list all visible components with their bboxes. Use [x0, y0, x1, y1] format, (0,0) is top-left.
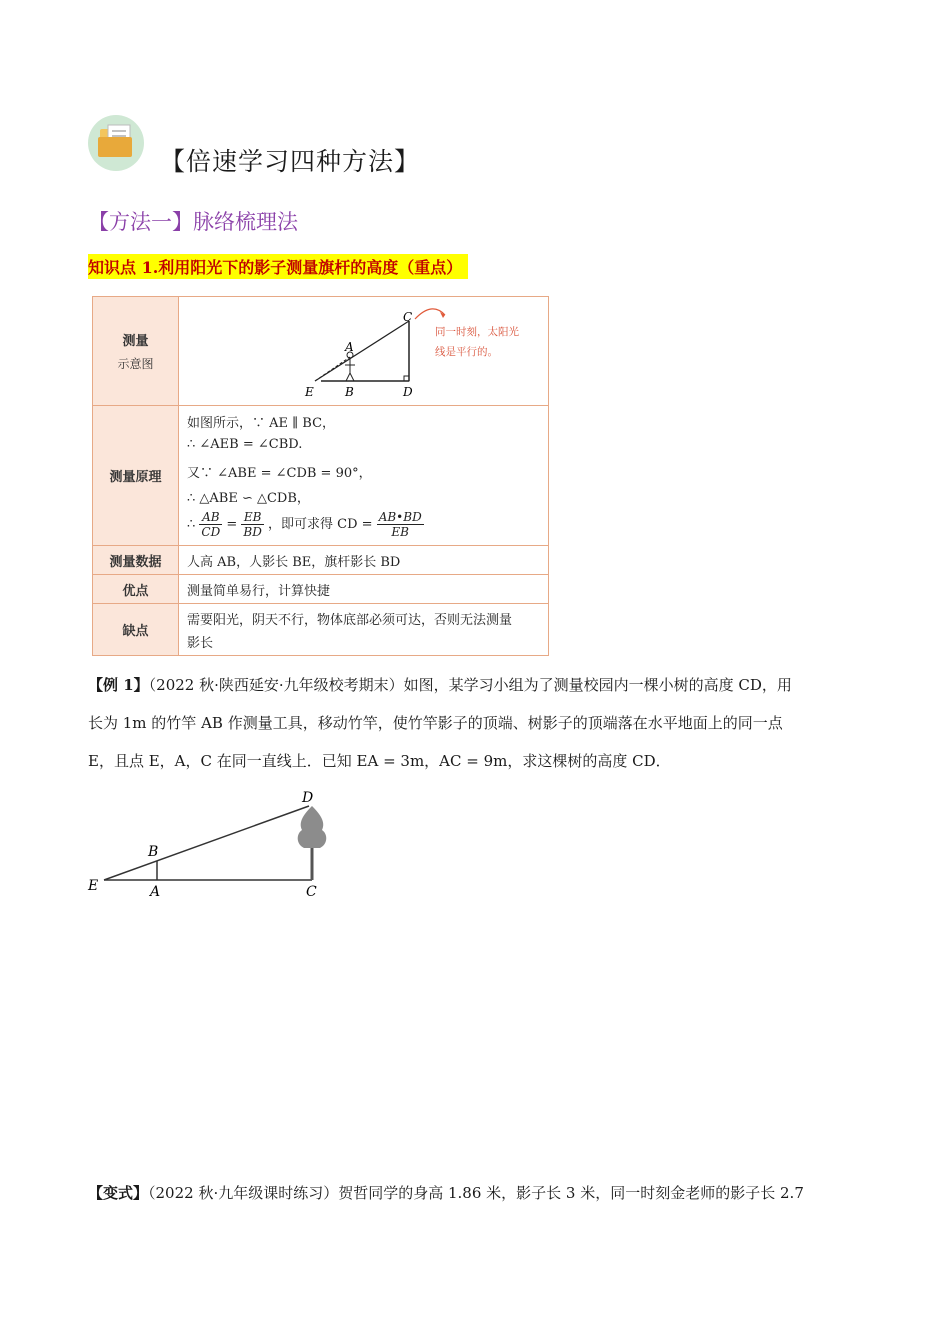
- folder-document-icon: [88, 115, 144, 171]
- variant-text: （2022 秋·九年级课时练习）贺哲同学的身高 1.86 米，影子长 3 米，同一时刻金老师的影子长 2.7: [148, 1184, 804, 1202]
- example-1-figure: [84, 784, 334, 904]
- principle-line: 又∵ ∠ABE = ∠CDB = 90°，: [187, 466, 372, 481]
- row-header-label: 测量数据: [109, 554, 162, 570]
- principle-line: 如图所示，∵ AE ∥ BC，: [187, 416, 336, 431]
- therefore-symbol: ∴: [187, 517, 196, 532]
- diagram-note-line2: 线是平行的。: [435, 346, 498, 358]
- fig-label-a: A: [150, 884, 161, 900]
- measurement-diagram: [187, 297, 542, 405]
- formula-mid-text: ，即可求得 CD =: [268, 517, 373, 532]
- principle-line: ∴ △ABE ∽ △CDB，: [187, 491, 310, 506]
- page-title: 【倍速学习四种方法】: [160, 147, 421, 176]
- row-header-label: 测量: [122, 334, 149, 349]
- row-header-label: 缺点: [122, 624, 149, 639]
- example-1-line: E，且点 E，A，C 在同一直线上．已知 EA = 3m，AC = 9m，求这棵树的高度 CD．: [88, 752, 671, 770]
- label-a: A: [345, 340, 354, 354]
- example-tag: 【例 1】: [88, 676, 149, 694]
- row-content: 人高 AB，人影长 BE，旗杆影长 BD: [187, 554, 401, 570]
- row-header: [93, 406, 179, 545]
- method-heading: 【方法一】脉络梳理法: [88, 210, 298, 234]
- fig-label-b: B: [148, 844, 159, 860]
- table-row: [93, 405, 548, 545]
- diagram-note-line1: 同一时刻，太阳光: [435, 326, 519, 338]
- row-content-line: 影长: [187, 636, 214, 651]
- row-content: 测量简单易行，计算快捷: [187, 583, 331, 599]
- variant-problem: [88, 1174, 868, 1212]
- label-b: B: [345, 385, 354, 399]
- table-row: [93, 545, 548, 574]
- table-row: [93, 574, 548, 603]
- principle-content: [187, 406, 542, 545]
- row-content: [187, 604, 542, 655]
- example-1-line: 【例 1】（2022 秋·陕西延安·九年级校考期末）如图，某学习小组为了测量校园内一棵小树的高度 CD，用: [88, 676, 792, 694]
- label-c: C: [403, 310, 413, 324]
- table-row: [93, 297, 548, 405]
- fig-label-c: C: [306, 884, 317, 900]
- principle-line: ∴ ∠AEB = ∠CBD.: [187, 437, 303, 452]
- label-d: D: [403, 385, 413, 399]
- variant-tag: 【变式】: [88, 1184, 149, 1202]
- principle-formula: [187, 510, 424, 539]
- row-content-line: 需要阳光，阴天不行，物体底部必须可达，否则无法测量: [187, 613, 513, 628]
- row-header: [93, 297, 179, 405]
- example-1: [88, 666, 858, 780]
- fig-label-d: D: [302, 790, 314, 806]
- measurement-table: [92, 296, 549, 656]
- label-e: E: [305, 385, 314, 399]
- table-row: [93, 603, 548, 655]
- knowledge-point-heading: 知识点 1.利用阳光下的影子测量旗杆的高度（重点）: [88, 254, 468, 279]
- fraction-ab-cd: $\frac{AB}{CD}$: [201, 510, 221, 539]
- row-header-label: 测量原理: [109, 470, 162, 485]
- row-header: [93, 575, 179, 603]
- example-1-line: 长为 1m 的竹竿 AB 作测量工具，移动竹竿，使竹竿影子的顶端、树影子的顶端落在水平地面上的同一点: [88, 714, 783, 732]
- row-header: [93, 546, 179, 574]
- fig-label-e: E: [88, 878, 99, 894]
- fraction-eb-bd: $\frac{EB}{BD}$: [243, 510, 262, 539]
- row-header: [93, 604, 179, 655]
- equals-sign: =: [226, 517, 238, 532]
- row-header-sublabel: 示意图: [117, 357, 154, 371]
- row-header-label: 优点: [122, 583, 149, 599]
- fraction-abbd-eb: $\frac{AB•BD}{EB}$: [378, 510, 422, 539]
